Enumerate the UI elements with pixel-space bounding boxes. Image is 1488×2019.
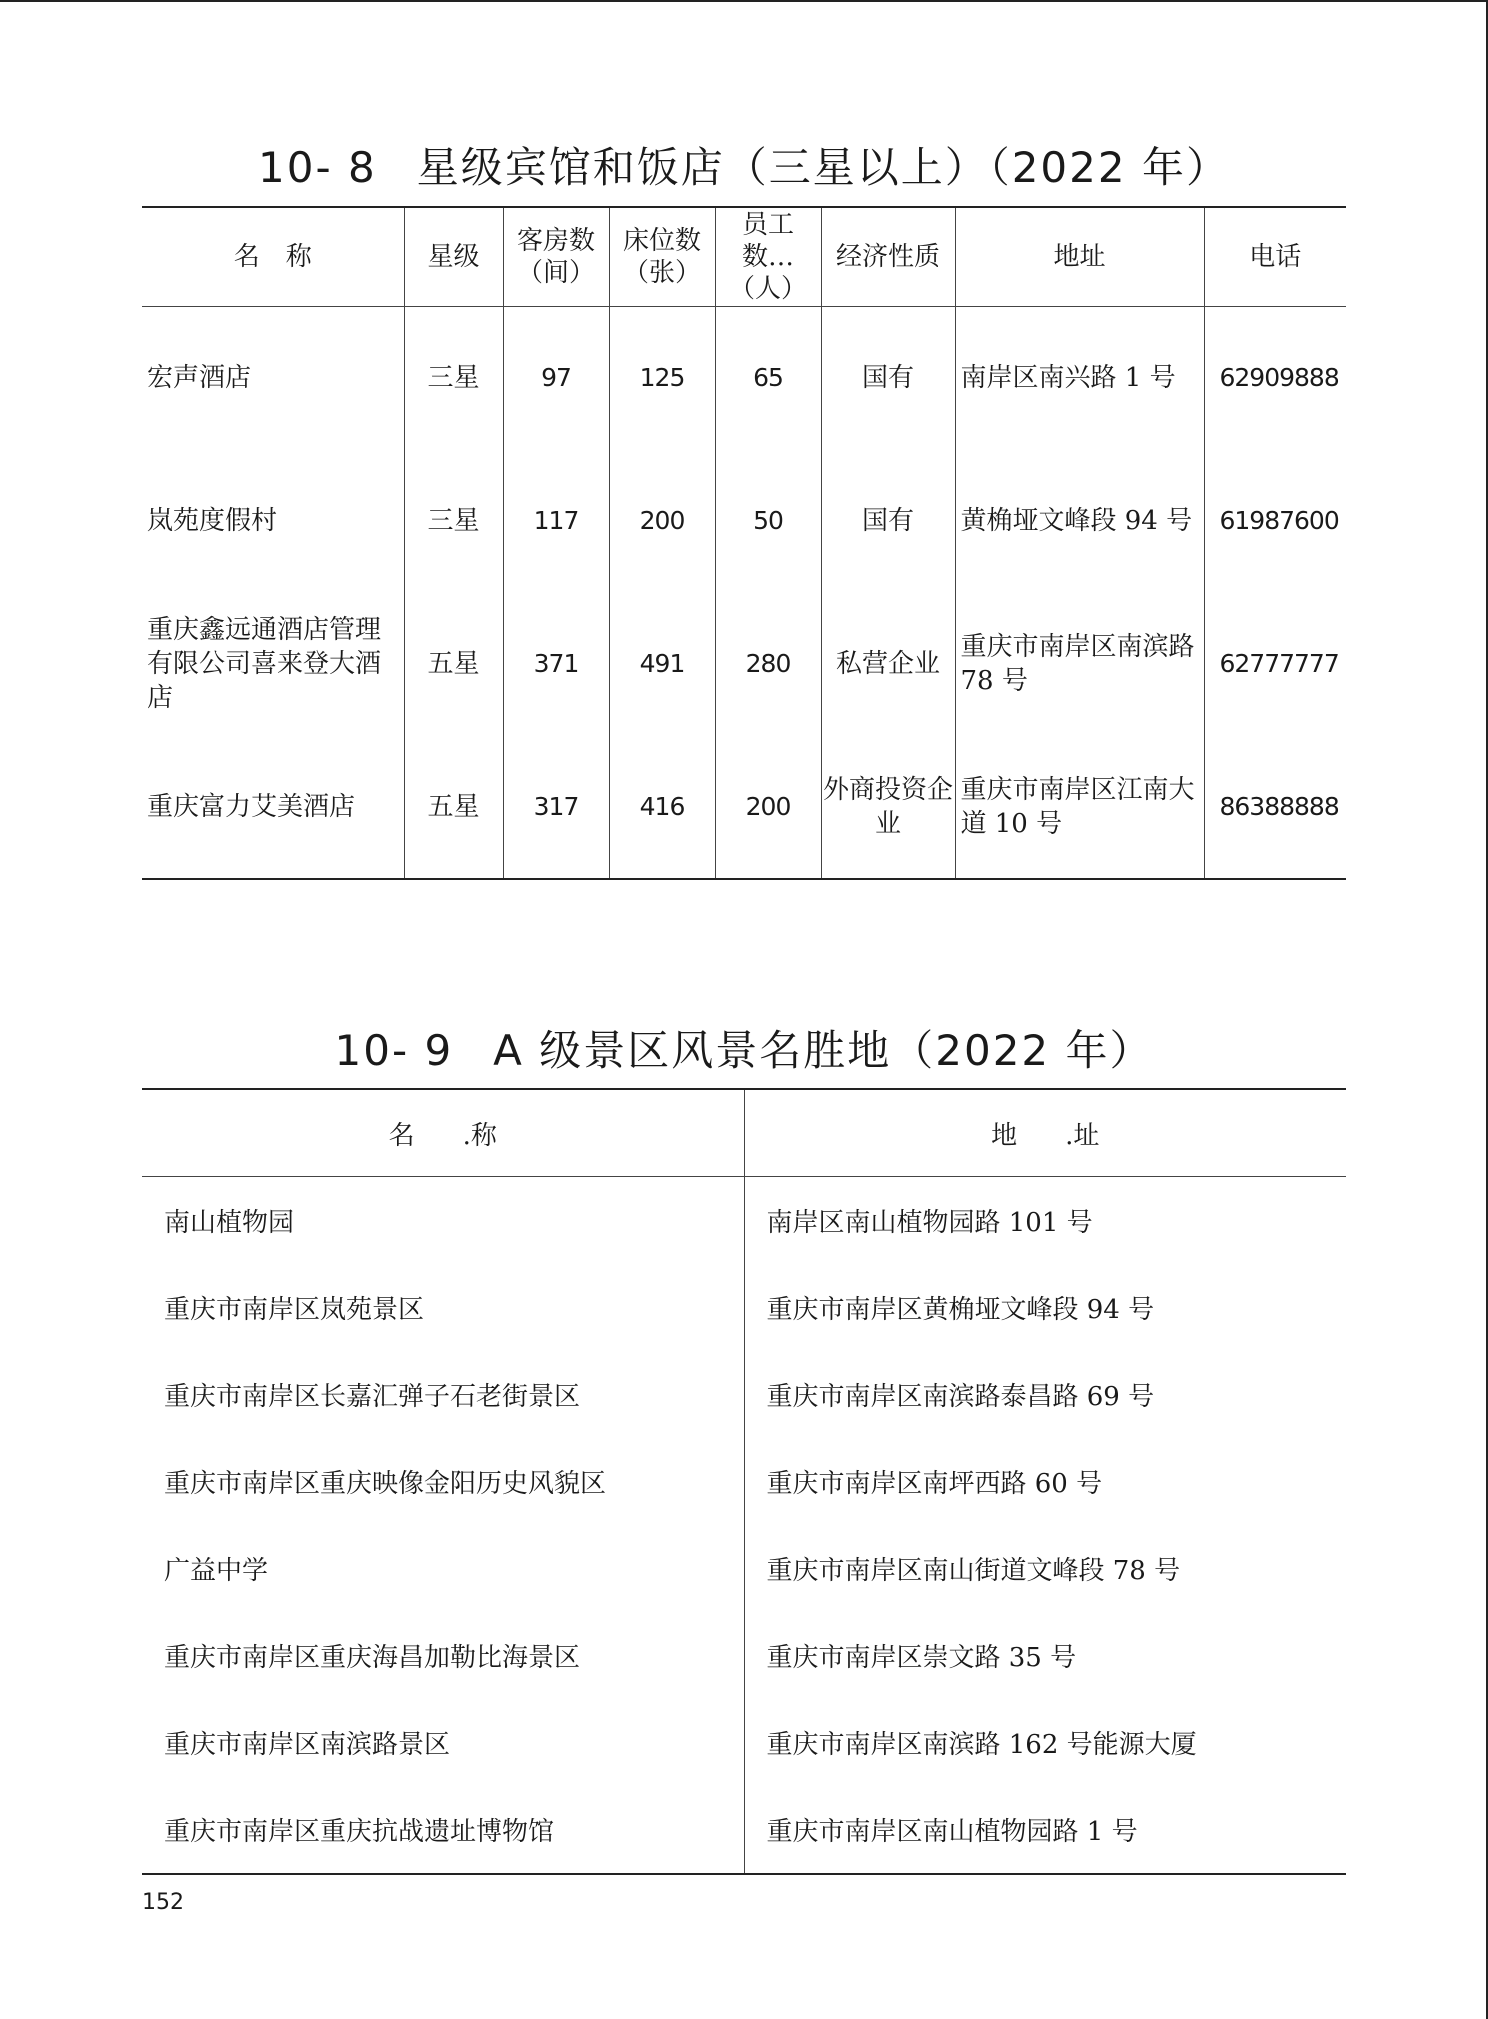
scenic-address: 重庆市南岸区南滨路 162 号能源大厦 bbox=[744, 1699, 1346, 1786]
scenic-address: 重庆市南岸区南山植物园路 1 号 bbox=[744, 1786, 1346, 1874]
table-row bbox=[142, 735, 1346, 879]
hotel-beds: 200 bbox=[609, 449, 715, 592]
hotel-staff: 200 bbox=[715, 735, 821, 879]
hotel-phone: 62909888 bbox=[1204, 307, 1346, 450]
table-header-row bbox=[142, 1089, 1346, 1177]
table-row bbox=[142, 1351, 1346, 1438]
hotel-phone: 61987600 bbox=[1204, 449, 1346, 592]
hotel-ownership: 外商投资企业 bbox=[821, 735, 955, 879]
col-header-scenic-address-b: .址 bbox=[1065, 1120, 1100, 1151]
table-header-row bbox=[142, 207, 1346, 307]
hotel-address: 重庆市南岸区南滨路 78 号 bbox=[955, 592, 1204, 735]
scenic-name: 重庆市南岸区重庆抗战遗址博物馆 bbox=[164, 1817, 555, 1847]
scenic-name: 重庆市南岸区南滨路景区 bbox=[164, 1730, 451, 1760]
hotel-name: 岚苑度假村 bbox=[147, 505, 278, 536]
scenic-name: 重庆市南岸区重庆海昌加勒比海景区 bbox=[164, 1643, 581, 1673]
scenic-name: 重庆市南岸区长嘉汇弹子石老街景区 bbox=[164, 1382, 581, 1412]
table-row bbox=[142, 1525, 1346, 1612]
col-header-scenic-address-a: 地 bbox=[991, 1120, 1018, 1151]
col-header-name: 名 称 bbox=[142, 207, 404, 307]
col-header-scenic-name-a: 名 bbox=[388, 1120, 415, 1151]
col-header-scenic-name-b: .称 bbox=[462, 1120, 497, 1151]
scenic-area-table bbox=[142, 1088, 1346, 1875]
hotel-phone: 62777777 bbox=[1204, 592, 1346, 735]
page-number: 152 bbox=[142, 1890, 184, 1915]
table2-title bbox=[0, 1018, 1488, 1078]
hotel-address: 重庆市南岸区江南大道 10 号 bbox=[955, 735, 1204, 879]
hotel-staff: 65 bbox=[715, 307, 821, 450]
scenic-name: 重庆市南岸区重庆映像金阳历史风貌区 bbox=[164, 1469, 607, 1499]
col-header-staff-label: 员工数… bbox=[741, 210, 794, 272]
col-header-scenic-address bbox=[744, 1089, 1346, 1177]
col-header-beds bbox=[609, 207, 715, 307]
table-row bbox=[142, 1612, 1346, 1699]
hotel-name: 宏声酒店 bbox=[147, 362, 252, 393]
hotel-rooms: 117 bbox=[503, 449, 609, 592]
hotel-beds: 125 bbox=[609, 307, 715, 450]
col-header-rooms bbox=[503, 207, 609, 307]
table-row bbox=[142, 1264, 1346, 1351]
table-row bbox=[142, 449, 1346, 592]
hotel-rooms: 97 bbox=[503, 307, 609, 450]
col-header-scenic-name bbox=[142, 1089, 744, 1177]
scenic-address: 重庆市南岸区南山街道文峰段 78 号 bbox=[744, 1525, 1346, 1612]
hotel-name: 重庆富力艾美酒店 bbox=[147, 791, 356, 822]
hotel-address: 南岸区南兴路 1 号 bbox=[955, 307, 1204, 450]
hotel-beds: 416 bbox=[609, 735, 715, 879]
col-header-address: 地址 bbox=[955, 207, 1204, 307]
hotel-rooms: 317 bbox=[503, 735, 609, 879]
col-header-beds-unit: （张） bbox=[622, 258, 701, 288]
hotel-ownership: 国有 bbox=[821, 449, 955, 592]
scenic-address: 重庆市南岸区黄桷垭文峰段 94 号 bbox=[744, 1264, 1346, 1351]
col-header-rooms-label: 客房数 bbox=[516, 226, 595, 256]
col-header-staff bbox=[715, 207, 821, 307]
scenic-name: 重庆市南岸区岚苑景区 bbox=[164, 1295, 425, 1325]
hotel-phone: 86388888 bbox=[1204, 735, 1346, 879]
table-row bbox=[142, 1786, 1346, 1874]
col-header-phone: 电话 bbox=[1204, 207, 1346, 307]
col-header-ownership: 经济性质 bbox=[821, 207, 955, 307]
col-header-staff-unit: （人） bbox=[728, 274, 807, 304]
hotel-ownership: 国有 bbox=[821, 307, 955, 450]
col-header-rooms-unit: （间） bbox=[516, 258, 595, 288]
table1-number: 10- 8 bbox=[258, 143, 377, 192]
table-row bbox=[142, 1699, 1346, 1786]
scenic-address: 重庆市南岸区南坪西路 60 号 bbox=[744, 1438, 1346, 1525]
hotel-star: 三星 bbox=[404, 307, 503, 450]
hotel-beds: 491 bbox=[609, 592, 715, 735]
scenic-address: 南岸区南山植物园路 101 号 bbox=[744, 1177, 1346, 1265]
hotel-staff: 50 bbox=[715, 449, 821, 592]
table-row bbox=[142, 592, 1346, 735]
table1-title-text: 星级宾馆和饭店（三星以上）（2022 年） bbox=[416, 143, 1230, 192]
col-header-beds-label: 床位数 bbox=[622, 226, 701, 256]
scenic-address: 重庆市南岸区崇文路 35 号 bbox=[744, 1612, 1346, 1699]
scenic-name: 南山植物园 bbox=[164, 1208, 295, 1238]
scenic-address: 重庆市南岸区南滨路泰昌路 69 号 bbox=[744, 1351, 1346, 1438]
table2-number: 10- 9 bbox=[334, 1026, 454, 1075]
table2-title-text: A 级景区风景名胜地（2022 年） bbox=[493, 1026, 1154, 1075]
col-header-star: 星级 bbox=[404, 207, 503, 307]
table-row bbox=[142, 1438, 1346, 1525]
scenic-name: 广益中学 bbox=[164, 1556, 269, 1586]
hotel-staff: 280 bbox=[715, 592, 821, 735]
hotel-rooms: 371 bbox=[503, 592, 609, 735]
table-row bbox=[142, 307, 1346, 450]
table1-title bbox=[0, 135, 1488, 195]
hotel-star: 五星 bbox=[404, 735, 503, 879]
table-row bbox=[142, 1177, 1346, 1265]
hotel-star: 三星 bbox=[404, 449, 503, 592]
hotel-ownership: 私营企业 bbox=[821, 592, 955, 735]
hotel-star: 五星 bbox=[404, 592, 503, 735]
hotel-name: 重庆鑫远通酒店管理有限公司喜来登大酒店 bbox=[147, 614, 382, 713]
hotel-table bbox=[142, 206, 1346, 880]
hotel-address: 黄桷垭文峰段 94 号 bbox=[955, 449, 1204, 592]
